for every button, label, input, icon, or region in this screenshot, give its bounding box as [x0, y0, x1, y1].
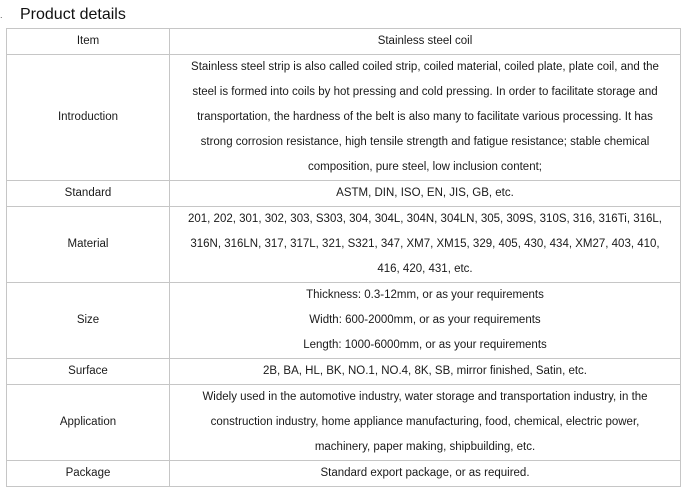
row-item-cell: Package	[7, 461, 170, 487]
row-item-cell: Size	[7, 283, 170, 359]
row-value-line: Standard export package, or as required.	[320, 467, 530, 479]
row-value-line: machinery, paper making, shipbuilding, etc.	[314, 441, 536, 453]
header-item-cell: Item	[7, 29, 170, 55]
row-value-line: strong corrosion resistance, high tensile strength and fatigue resistance; stable chemical	[200, 136, 650, 148]
page-title: Product details	[20, 6, 126, 23]
row-value-cell	[170, 283, 681, 359]
header-product-cell: Stainless steel coil	[170, 29, 681, 55]
section-marker: .	[0, 10, 3, 20]
row-value-cell	[170, 359, 681, 385]
row-value-line: 416, 420, 431, etc.	[377, 263, 473, 275]
row-value-line: Width: 600-2000mm, or as your requirements	[309, 314, 541, 326]
row-value-line: Length: 1000-6000mm, or as your requirements	[303, 339, 547, 351]
product-details-table	[6, 28, 681, 487]
row-value-cell	[170, 385, 681, 461]
row-value-line: steel is formed into coils by hot pressing and cold pressing. In order to facilitate storage and	[192, 86, 658, 98]
row-value-line: 201, 202, 301, 302, 303, S303, 304, 304L, 304N, 304LN, 305, 309S, 310S, 316, 316Ti, 316L,	[187, 213, 662, 225]
row-value-line: Stainless steel strip is also called coiled strip, coiled material, coiled plate, plate coil, and the	[191, 61, 659, 73]
row-item-cell: Application	[7, 385, 170, 461]
table-body	[7, 29, 681, 487]
row-value-line: transportation, the hardness of the belt is also many to facilitate various processing. It has	[197, 111, 653, 123]
row-value-cell	[170, 207, 681, 283]
row-value-line: Thickness: 0.3-12mm, or as your requirements	[306, 289, 544, 301]
row-value-cell	[170, 461, 681, 487]
row-value-line: composition, pure steel, low inclusion content;	[308, 161, 542, 173]
row-value-line: Widely used in the automotive industry, water storage and transportation industry, in the	[202, 391, 648, 403]
row-value-line: ASTM, DIN, ISO, EN, JIS, GB, etc.	[336, 187, 514, 199]
table-row	[7, 181, 681, 207]
row-item-cell: Introduction	[7, 55, 170, 181]
table-row	[7, 359, 681, 385]
row-item-cell: Material	[7, 207, 170, 283]
table-row	[7, 207, 681, 283]
table-row	[7, 283, 681, 359]
row-value-cell	[170, 55, 681, 181]
row-item-cell: Standard	[7, 181, 170, 207]
row-value-cell	[170, 181, 681, 207]
table-row	[7, 55, 681, 181]
table-row	[7, 461, 681, 487]
row-value-line: 316N, 316LN, 317, 317L, 321, S321, 347, XM7, XM15, 329, 405, 430, 434, XM27, 403, 410,	[190, 238, 660, 250]
row-value-line: construction industry, home appliance manufacturing, food, chemical, electric power,	[210, 416, 640, 428]
row-item-cell: Surface	[7, 359, 170, 385]
table-row	[7, 385, 681, 461]
table-header-row	[7, 29, 681, 55]
row-value-line: 2B, BA, HL, BK, NO.1, NO.4, 8K, SB, mirror finished, Satin, etc.	[262, 365, 588, 377]
